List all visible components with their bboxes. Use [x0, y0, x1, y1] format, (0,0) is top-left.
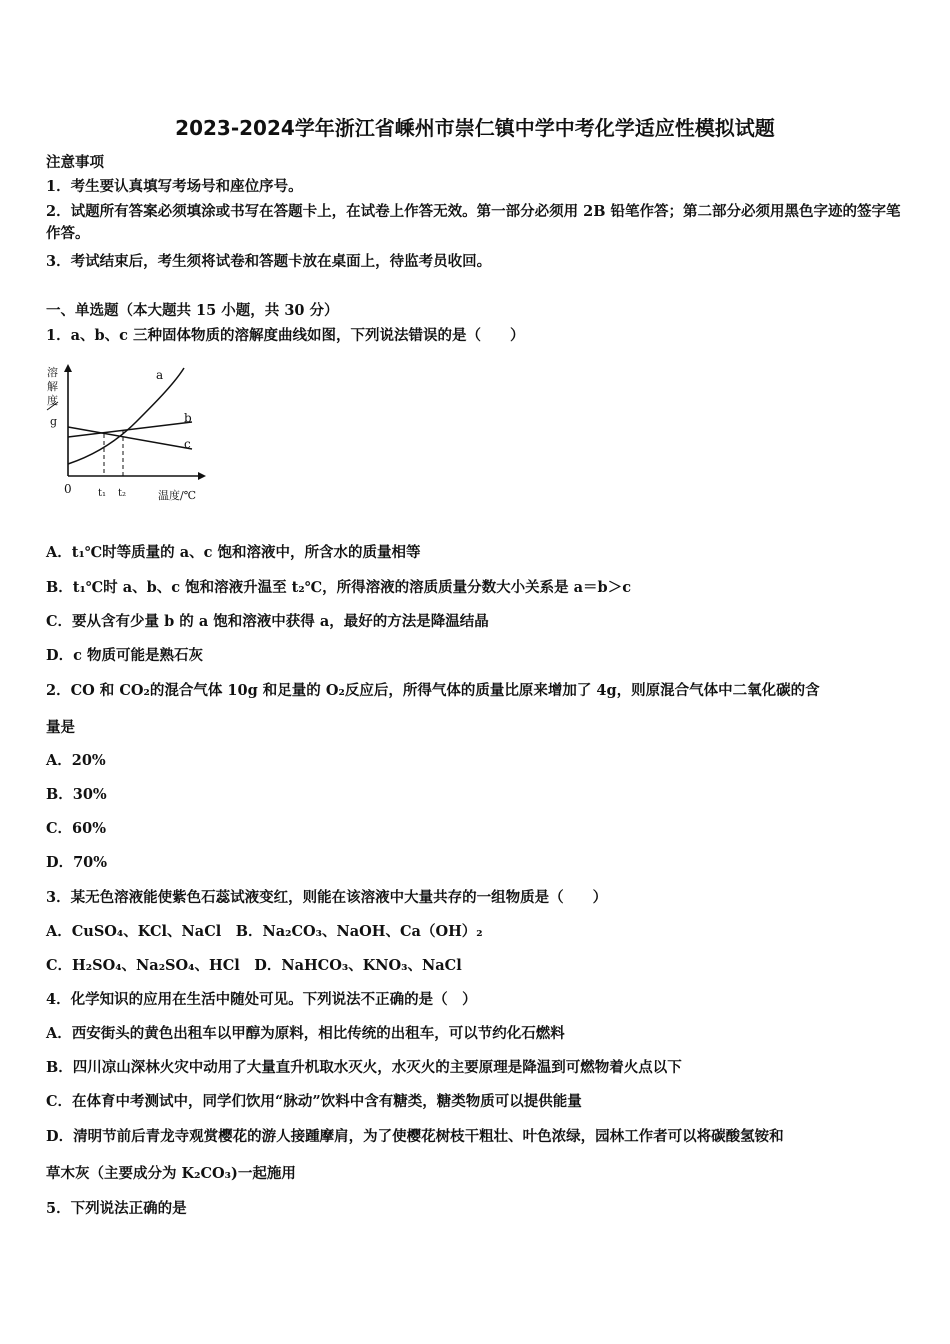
q2-option-d: D．70% — [46, 854, 108, 871]
q1-option-c: C．要从含有少量 b 的 a 饱和溶液中获得 a，最好的方法是降温结晶 — [46, 613, 489, 630]
q1-option-b: B．t₁℃时 a、b、c 饱和溶液升温至 t₂℃，所得溶液的溶质质量分数大小关系是 a＝b＞c — [46, 579, 632, 596]
curve-b-label: b — [184, 411, 192, 425]
tick-t2: t₂ — [118, 488, 127, 499]
curve-a-label: a — [156, 368, 164, 382]
q4-option-d-line2: 草木灰（主要成分为 K₂CO₃)一起施用 — [46, 1165, 296, 1182]
section-heading: 一、单选题（本大题共 15 小题，共 30 分） — [46, 302, 339, 319]
q4-option-c: C．在体育中考测试中，同学们饮用“脉动”饮料中含有糖类，糖类物质可以提供能量 — [46, 1093, 582, 1110]
chart-ylabel-3: 度 — [47, 394, 58, 407]
notice-item-1: 1．考生要认真填写考场号和座位序号。 — [46, 178, 303, 195]
q5-stem: 5．下列说法正确的是 — [46, 1200, 187, 1217]
q2-option-c: C．60% — [46, 820, 106, 837]
x-axis-arrow — [198, 472, 206, 480]
page-title: 2023-2024学年浙江省嵊州市崇仁镇中学中考化学适应性模拟试题 — [175, 116, 775, 140]
y-axis-arrow — [64, 364, 72, 372]
notice-heading: 注意事项 — [46, 154, 104, 171]
curve-c-label: c — [184, 437, 191, 451]
notice-item-3: 3．考试结束后，考生须将试卷和答题卡放在桌面上，待监考员收回。 — [46, 253, 492, 270]
q2-stem-line2: 量是 — [46, 719, 75, 736]
q1-option-a: A．t₁℃时等质量的 a、c 饱和溶液中，所含水的质量相等 — [46, 544, 421, 561]
q3-options-line1: A．CuSO₄、KCl、NaCl B．Na₂CO₃、NaOH、Ca（OH）₂ — [46, 923, 483, 940]
q4-option-d-line1: D．清明节前后青龙寺观赏樱花的游人接踵摩肩，为了使樱花树枝干粗壮、叶色浓绿，园林工作者可以将碳酸氢铵和 — [46, 1128, 784, 1145]
q3-stem: 3．某无色溶液能使紫色石蕊试液变红，则能在该溶液中大量共存的一组物质是（ ） — [46, 889, 608, 906]
q2-stem-line1: 2．CO 和 CO₂的混合气体 10g 和足量的 O₂反应后，所得气体的质量比原来增加了 4g，则原混合气体中二氧化碳的含 — [46, 682, 820, 699]
solubility-chart — [44, 362, 214, 507]
curve-b — [68, 422, 192, 437]
q3-options-line2: C．H₂SO₄、Na₂SO₄、HCl D．NaHCO₃、KNO₃、NaCl — [46, 957, 462, 974]
q4-stem: 4．化学知识的应用在生活中随处可见。下列说法不正确的是（ ） — [46, 991, 477, 1008]
origin-label: 0 — [64, 482, 72, 496]
tick-t1: t₁ — [98, 488, 107, 499]
chart-ylabel-2: 解 — [47, 380, 58, 393]
q1-stem: 1．a、b、c 三种固体物质的溶解度曲线如图，下列说法错误的是（ ） — [46, 327, 525, 344]
q4-option-b: B．四川凉山深林火灾中动用了大量直升机取水灭火，水灭火的主要原理是降温到可燃物着火点以下 — [46, 1059, 682, 1076]
q4-option-a: A．西安街头的黄色出租车以甲醇为原料，相比传统的出租车，可以节约化石燃料 — [46, 1025, 565, 1042]
q2-option-a: A．20% — [46, 752, 106, 769]
chart-ylabel-1: 溶 — [47, 366, 58, 379]
q1-option-d: D．c 物质可能是熟石灰 — [46, 647, 203, 664]
notice-item-2: 2．试题所有答案必须填涂或书写在答题卡上，在试卷上作答无效。第一部分必须用 2B 铅笔作答；第二部分必须用黑色字迹的签字笔作答。 — [46, 203, 901, 242]
chart-ylabel-unit: g — [50, 415, 58, 428]
curve-a — [68, 368, 184, 464]
x-axis-label: 温度/℃ — [158, 489, 197, 502]
q2-option-b: B．30% — [46, 786, 107, 803]
curve-c — [68, 427, 192, 449]
